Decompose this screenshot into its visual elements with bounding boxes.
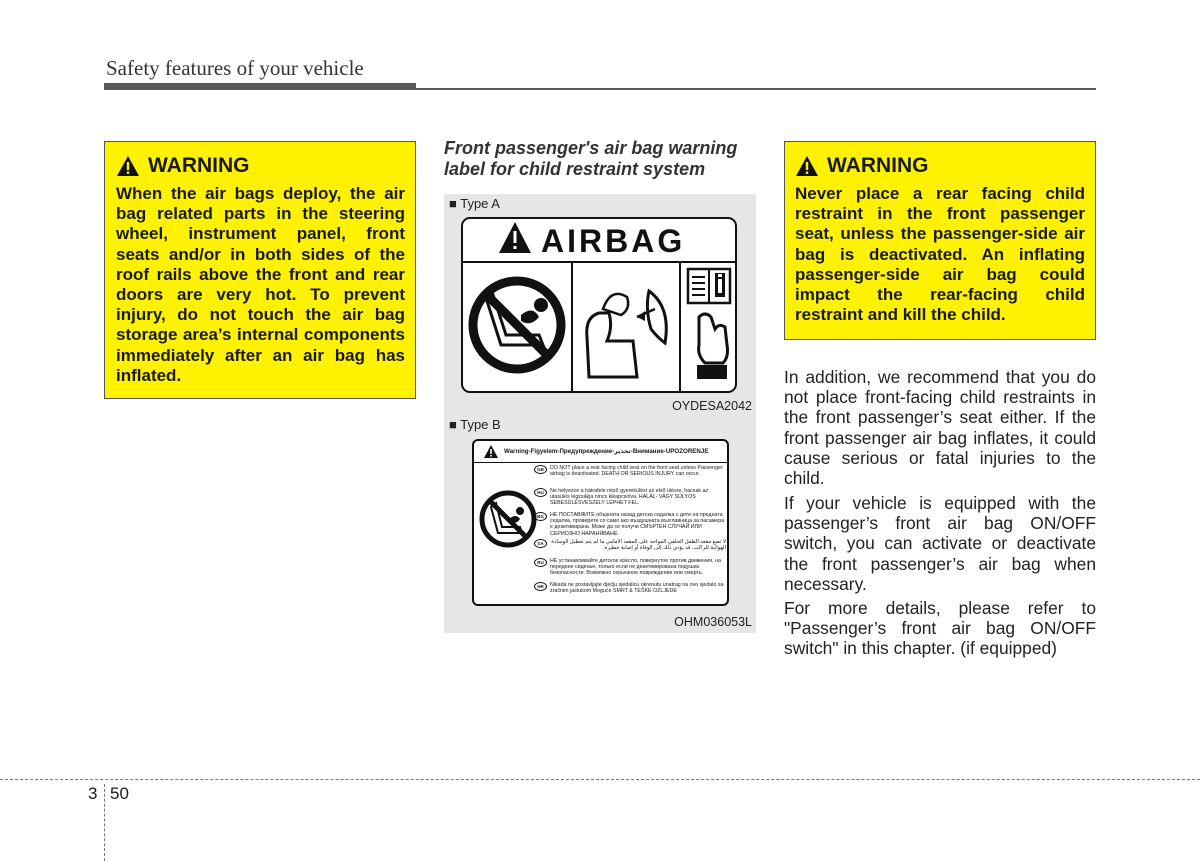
- lang-badge: RU: [534, 558, 547, 567]
- warning-body-right: Never place a rear facing child restraint in the front passenger seat, unless the passenger-side air bag is deactivated. An inflating passenger-side air bag could impact the rear-facing child restraint and kill the child.: [795, 184, 1085, 325]
- warning-triangle-icon: [484, 445, 498, 458]
- airbag-label-text: AIRBAG: [541, 223, 686, 259]
- header-rule-thin: [416, 88, 1096, 90]
- list-item: [534, 539, 726, 558]
- lang-badge: HR: [534, 582, 547, 591]
- warning-heading-right: [795, 154, 1085, 178]
- warning-triangle-icon: [116, 155, 140, 177]
- lang-badge: GB: [534, 465, 547, 474]
- list-item: [534, 582, 726, 600]
- warning-body-left: When the air bags deploy, the air bag related parts in the steering wheel, instrument panel, front seats and/or in both sides of the roof rails above the front and rear doors are very hot. To prevent injury, do not touch the air bag storage area’s internal components immediately after an air bag has inflated.: [116, 184, 405, 385]
- type-b-title: Warning-Figyelem-Предупреждение-تحذير-Внимание-UPOZORENJE: [504, 448, 709, 455]
- warning-row-text: НЕ устанавливайте детское кресло, повернутое против движения, на переднее сиденье, только если не деактивирована подушка безопасности. Возможно серьезное повреждение или смерть.: [550, 558, 721, 577]
- type-b-panel: [444, 415, 756, 633]
- list-item: [534, 488, 726, 512]
- warning-row-text: Nikada ne postavljajte dječju sjedalicu okrenutu unatrag na ovo sjedalo sa zračnim jastukom Moguće SMRT & TEŠKE OZLJEDE: [550, 582, 724, 595]
- warning-heading-text: WARNING: [148, 154, 250, 177]
- warning-triangle-icon: [795, 155, 819, 177]
- body-paragraph-1: In addition, we recommend that you do not place front-facing child restraints in the front passenger’s seat either. If the front passenger air bag inflates, it could cause serious or fatal injuries to the child.: [784, 367, 1096, 489]
- lang-badge: SA: [534, 539, 547, 548]
- page-number: 50: [110, 784, 129, 803]
- warning-box-right: [784, 141, 1096, 340]
- airbag-warning-label-a: [461, 217, 737, 393]
- list-item: [534, 512, 726, 539]
- type-a-label: ■ Type A: [449, 196, 500, 211]
- no-child-seat-icon: [478, 489, 538, 549]
- type-a-panel: [444, 194, 756, 417]
- body-paragraph-3: For more details, please refer to "Passenger’s front air bag ON/OFF switch" in this chapter. (if equipped): [784, 598, 1096, 659]
- list-item: [534, 465, 726, 488]
- warning-heading-text: WARNING: [827, 154, 929, 177]
- lang-badge: BG: [534, 512, 547, 521]
- warning-row-text: DO NOT place a rear facing child seat on the front seat unless Passenger airbag is deactivated. DEATH OR SERIOUS INJURY can occur.: [550, 465, 723, 478]
- warning-row-text: لا تضع مقعد الطفل الخلفي المواجه على المقعد الأمامي ما لم يتم تعطيل الوسادة الهوائية للراكب. قد يؤدي ذلك إلى الوفاة أو إصابة خطيرة.: [551, 539, 726, 552]
- type-b-label: ■ Type B: [449, 417, 501, 432]
- airbag-warning-label-b: [472, 439, 729, 606]
- list-item: [534, 558, 726, 582]
- page-header-title: Safety features of your vehicle: [106, 56, 364, 80]
- type-b-rows: [534, 465, 726, 600]
- label-section-heading: Front passenger's air bag warning label for child restraint system: [444, 138, 738, 179]
- warning-box-left: [104, 141, 416, 399]
- type-a-code: OYDESA2042: [672, 399, 752, 413]
- footer-dashed-rule: [0, 779, 1200, 780]
- lang-badge: HU: [534, 488, 547, 497]
- type-b-title-bar: [474, 441, 727, 463]
- body-paragraph-2: If your vehicle is equipped with the passenger’s front air bag ON/OFF switch, you can activate or deactivate the front passenger’s air bag when necessary.: [784, 493, 1096, 594]
- warning-row-text: НЕ ПОСТАВЯЙТЕ обърната назад детска седалка с дете на предната седалка, проверете сo само ако въздушната възглавница за пасажера е деактивирана. Може да се получи СМЪРТЕН СЛУЧАЙ ИЛИ СЕРИОЗНО НАРАНЯВАНЕ.: [550, 512, 725, 537]
- warning-heading-left: [116, 154, 405, 178]
- warning-row-text: Ne helyezze a hátrafele néző gyerekülést az első ülésre, hacsak az utasülés légzsákja nincs kikapcsolva. HALÁL- VAGY SÚLYOS SEBESÜLÉSVESZÉLY LÉPHET FEL.: [550, 488, 709, 507]
- chapter-number: 3: [88, 784, 98, 803]
- type-b-code: OHM036053L: [674, 615, 752, 629]
- footer-dashed-divider: [104, 784, 105, 861]
- header-rule-thick: [104, 83, 416, 90]
